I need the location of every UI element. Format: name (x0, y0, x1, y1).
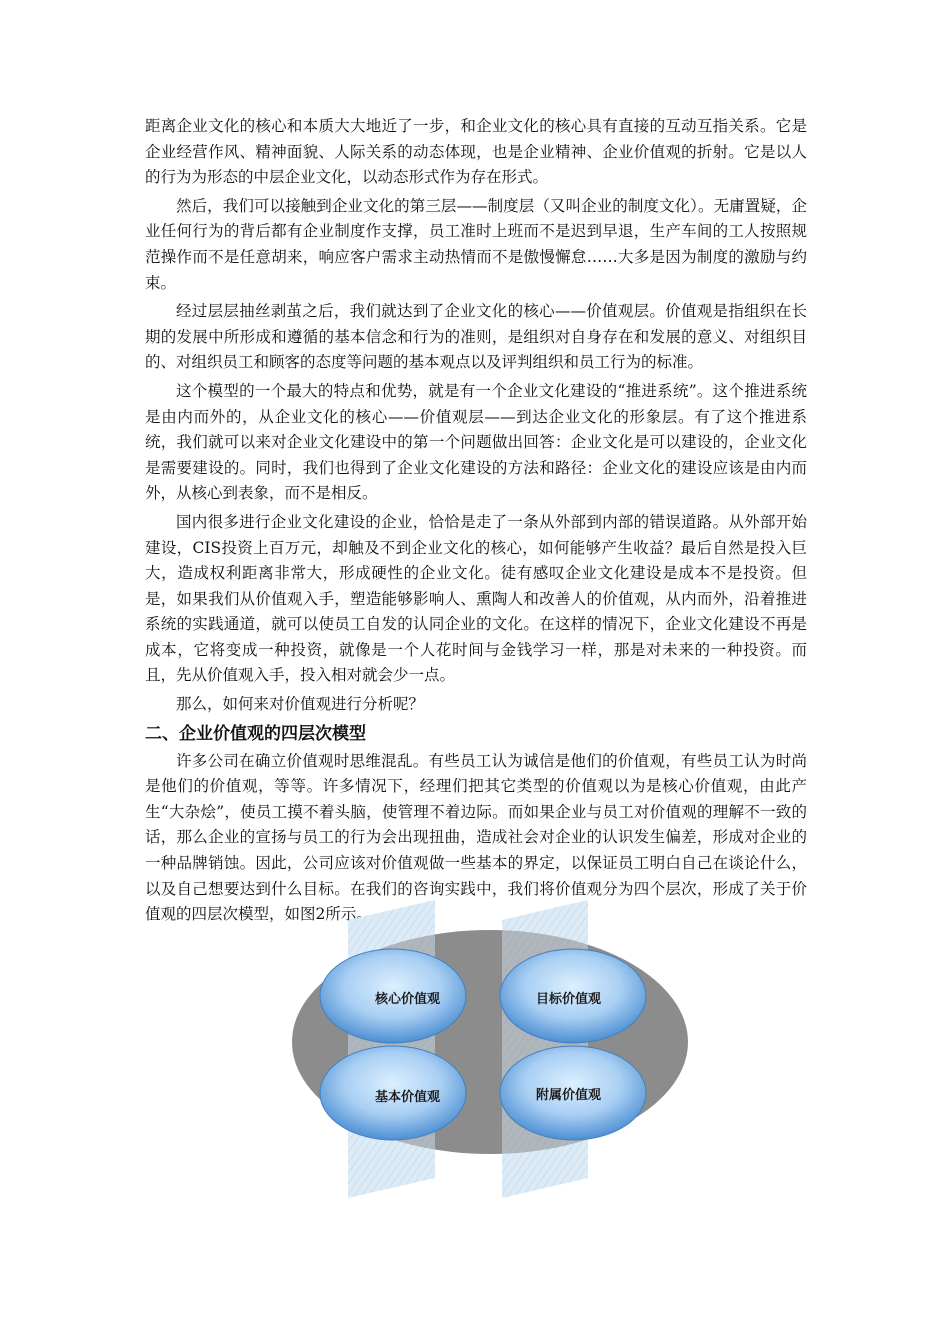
paragraph-4: 这个模型的一个最大的特点和优势，就是有一个企业文化建设的“推进系统”。这个推进系统是由内而外的，从企业文化的核心——价值观层——到达企业文化的形象层。有了这个推进系统，我们就可以来对企业文化建设中的第一个问题做出回答：企业文化是可以建设的，企业文化是需要建设的。同时，我们也得到了企业文化建设的方法和路径：企业文化的建设应该是由内而外，从核心到表象，而不是相反。 (145, 381, 807, 503)
attached-value-label: 附属价值观 (536, 1088, 602, 1103)
document-body (145, 114, 807, 931)
figure-svg (290, 900, 690, 1200)
paragraph-6: 那么，如何来对价值观进行分析呢？ (176, 695, 425, 714)
section-heading: 二、企业价值观的四层次模型 (145, 723, 366, 744)
core-value-label: 核心价值观 (375, 992, 441, 1007)
four-level-value-model-figure (290, 900, 690, 1200)
paragraph-1: 距离企业文化的核心和本质大大地近了一步，和企业文化的核心具有直接的互动互指关系。它是企业经营作风、精神面貌、人际关系的动态体现，也是企业精神、企业价值观的折射。它是以人的行为为形态的中层企业文化，以动态形式作为存在形式。 (145, 117, 807, 187)
paragraph-3: 经过层层抽丝剥茧之后，我们就达到了企业文化的核心——价值观层。价值观是指组织在长期的发展中所形成和遵循的基本信念和行为的准则，是组织对自身存在和发展的意义、对组织目的、对组织员工和顾客的态度等问题的基本观点以及评判组织和员工行为的标准。 (145, 302, 807, 372)
paragraph-5: 国内很多进行企业文化建设的企业，恰恰是走了一条从外部到内部的错误道路。从外部开始建设，CIS投资上百万元，却触及不到企业文化的核心，如何能够产生收益？最后自然是投入巨大，造成权利距离非常大，形成硬性的企业文化。徒有感叹企业文化建设是成本不是投资。但是，如果我们从价值观入手，塑造能够影响人、熏陶人和改善人的价值观，从内而外，沿着推进系统的实践通道，就可以使员工自发的认同企业的文化。在这样的情况下，企业文化建设不再是成本，它将变成一种投资，就像是一个人花时间与金钱学习一样，那是对未来的一种投资。而且，先从价值观入手，投入相对就会少一点。 (145, 512, 807, 685)
goal-value-label: 目标价值观 (536, 992, 602, 1007)
paragraph-7: 许多公司在确立价值观时思维混乱。有些员工认为诚信是他们的价值观，有些员工认为时尚是他们的价值观，等等。许多情况下，经理们把其它类型的价值观以为是核心价值观，由此产生“大杂烩”，使员工摸不着头脑，使管理不着边际。而如果企业与员工对价值观的理解不一致的话，那么企业的宣扬与员工的行为会出现扭曲，造成社会对企业的认识发生偏差，形成对企业的一种品牌销蚀。因此，公司应该对价值观做一些基本的界定，以保证员工明白自己在谈论什么，以及自己想要达到什么目标。在我们的咨询实践中，我们将价值观分为四个层次，形成了关于价值观的四层次模型，如图2所示。 (145, 751, 807, 924)
paragraph-2: 然后，我们可以接触到企业文化的第三层——制度层（又叫企业的制度文化）。无庸置疑，企业任何行为的背后都有企业制度作支撑，员工准时上班而不是迟到早退，生产车间的工人按照规范操作而不是任意胡来，响应客户需求主动热情而不是傲慢懈怠……大多是因为制度的激励与约束。 (145, 196, 807, 292)
basic-value-label: 基本价值观 (375, 1090, 441, 1105)
